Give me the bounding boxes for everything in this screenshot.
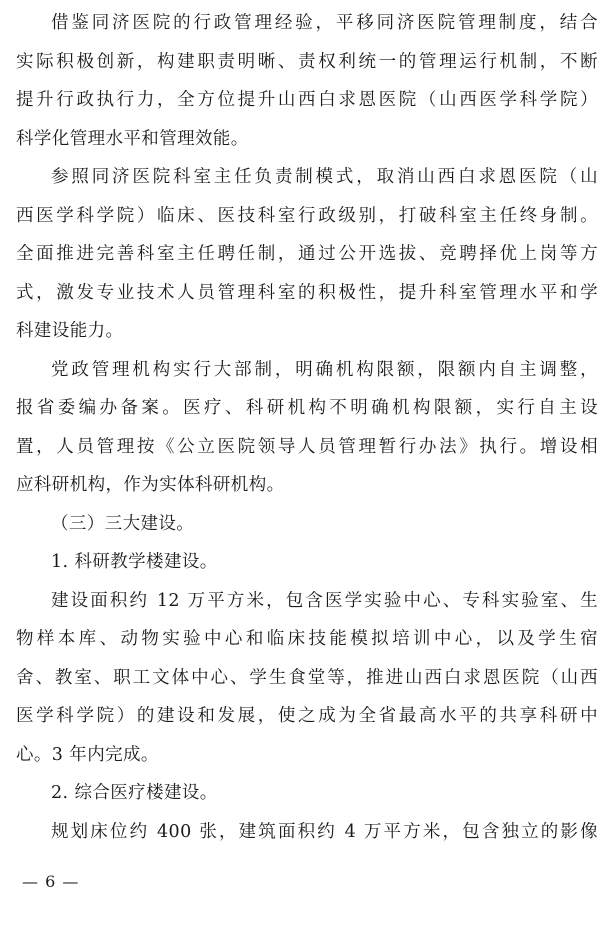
subheading-medical-building: [16, 774, 598, 813]
text-line: 提升行政执行力，全方位提升山西白求恩医院（山西医学科学院）: [16, 90, 598, 110]
text-line: 应科研机构，作为实体科研机构。: [16, 475, 285, 495]
text-line: 置，人员管理按《公立医院领导人员管理暂行办法》执行。增设相: [16, 436, 598, 457]
text-line: 1. 科研教学楼建设。: [51, 552, 218, 572]
text-line: 舍、教室、职工文体中心、学生食堂等，推进山西白求恩医院（山西: [16, 667, 598, 688]
text-line: 式，激发专业技术人员管理科室的积极性，提升科室管理水平和学: [16, 282, 598, 303]
text-line: 参照同济医院科室主任负责制模式，取消山西白求恩医院（山: [51, 167, 598, 187]
text-line: 借鉴同济医院的行政管理经验，平移同济医院管理制度，结合: [51, 13, 598, 33]
paragraph-department-director: [16, 158, 598, 351]
text-line: 实际积极创新，构建职责明晰、责权利统一的管理运行机制，不断: [16, 51, 598, 72]
section-heading-three-constructions: [16, 505, 598, 544]
text-line: 心。3 年内完成。: [16, 744, 159, 765]
body-text: [16, 4, 598, 851]
subheading-research-teaching-building: [16, 543, 598, 582]
paragraph-medical-building-details: [16, 813, 598, 852]
text-line: 党政管理机构实行大部制，明确机构限额，限额内自主调整，: [51, 359, 598, 380]
paragraph-institutional-setup: [16, 351, 598, 505]
text-line: 2. 综合医疗楼建设。: [51, 783, 218, 803]
paragraph-research-building-details: [16, 582, 598, 775]
text-line: 全面推进完善科室主任聘任制，通过公开选拔、竞聘择优上岗等方: [16, 244, 598, 264]
text-line: 报省委编办备案。医疗、科研机构不明确机构限额，实行自主设: [16, 398, 598, 418]
paragraph-admin-management: [16, 4, 598, 158]
text-line: 建设面积约 12 万平方米，包含医学实验中心、专科实验室、生: [51, 590, 598, 611]
text-line: 西医学科学院）临床、医技科室行政级别，打破科室主任终身制。: [16, 205, 598, 226]
text-line: （三）三大建设。: [51, 513, 195, 534]
text-line: 规划床位约 400 张，建筑面积约 4 万平方米，包含独立的影像: [51, 821, 598, 842]
text-line: 科学化管理水平和管理效能。: [16, 128, 249, 149]
page-number: — 6 —: [22, 872, 80, 891]
text-line: 物样本库、动物实验中心和临床技能模拟培训中心，以及学生宿: [16, 629, 598, 649]
text-line: 科建设能力。: [16, 321, 124, 341]
text-line: 医学科学院）的建设和发展，使之成为全省最高水平的共享科研中: [16, 706, 598, 726]
